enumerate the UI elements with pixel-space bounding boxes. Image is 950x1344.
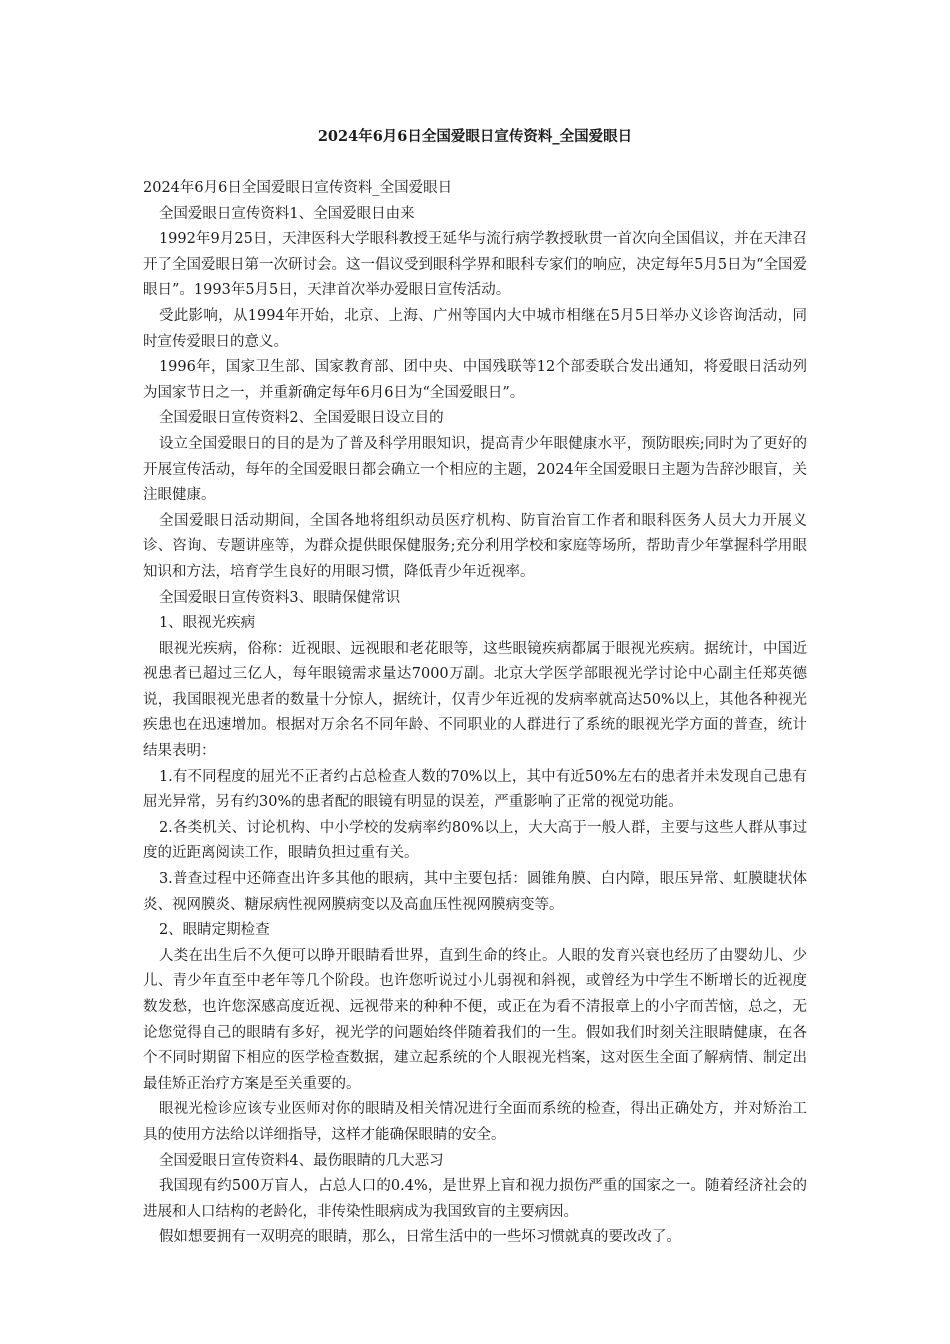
body-paragraph: 受此影响，从1994年开始，北京、上海、广州等国内大中城市相继在5月5日举办义诊咨询活动，同时宣传爱眼日的意义。: [143, 307, 807, 350]
body-paragraph: 假如想要拥有一双明亮的眼睛，那么，日常生活中的一些坏习惯就真的要改改了。: [158, 1229, 681, 1246]
subtitle-paragraph: 2024年6月6日全国爱眼日宣传资料_全国爱眼日: [143, 180, 453, 196]
body-paragraph: 1992年9月25日，天津医科大学眼科教授王延华与流行病学教授耿贯一首次向全国倡议，并在天津召开了全国爱眼日第一次研讨会。这一倡议受到眼科学界和眼科专家们的响应，决定每年5月5日为“全国爱眼日”。1993年5月5日，天津首次举办爱眼日宣传活动。: [143, 231, 807, 299]
document-title: 2024年6月6日全国爱眼日宣传资料_全国爱眼日: [317, 128, 633, 145]
body-paragraph: 眼视光检诊应该专业医师对你的眼睛及相关情况进行全面而系统的检查，得出正确处方，并对矫治工具的使用方法给以详细指导，这样才能确保眼睛的安全。: [143, 1101, 807, 1143]
section-heading-1: 全国爱眼日宣传资料1、全国爱眼日由来: [158, 205, 415, 222]
body-paragraph: 眼视光疾病，俗称：近视眼、远视眼和老花眼等，这些眼镜疾病都属于眼视光疾病。据统计，中国近视患者已超过三亿人，每年眼镜需求量达7000万副。北京大学医学部眼视光学讨论中心副主任郑英德说，我国眼视光患者的数量十分惊人，据统计，仅青少年近视的发病率就高达50%以上，其他各种视光疾患也在迅速增加。根据对万余名不同年龄、不同职业的人群进行了系统的眼视光学方面的普查，统计结果表明：: [143, 640, 807, 760]
body-paragraph: 人类在出生后不久便可以睁开眼睛看世界，直到生命的终止。人眼的发育兴衰也经历了由婴幼儿、少儿、青少年直至中老年等几个阶段。也许您听说过小儿弱视和斜视，或曾经为中学生不断增长的近视度数发愁，也许您深感高度近视、远视带来的种种不便，或正在为看不清报章上的小字而苦恼，总之，无论您觉得自己的眼睛有多好，视光学的问题始终伴随着我们的一生。假如我们时刻关注眼睛健康，在各个不同时期留下相应的医学检查数据，建立起系统的个人眼视光档案，这对医生全面了解病情、制定出最佳矫正治疗方案是至关重要的。: [143, 947, 807, 1092]
body-paragraph: 全国爱眼日活动期间，全国各地将组织动员医疗机构、防盲治盲工作者和眼科医务人员大力开展义诊、咨询、专题讲座等，为群众提供眼保健服务;充分利用学校和家庭等场所，帮助青少年掌握科学用眼知识和方法，培育学生良好的用眼习惯，降低青少年近视率。: [143, 512, 807, 580]
body-paragraph: 设立全国爱眼日的目的是为了普及科学用眼知识，提高青少年眼健康水平，预防眼疾;同时为了更好的开展宣传活动，每年的全国爱眼日都会确立一个相应的主题，2024年全国爱眼日主题为告辞沙眼盲，关注眼健康。: [143, 435, 807, 504]
subsection-heading: 2、眼睛定期检查: [158, 922, 270, 939]
section-heading-3: 全国爱眼日宣传资料3、眼睛保健常识: [158, 589, 401, 606]
body-paragraph: 我国现有约500万盲人，占总人口的0.4%，是世界上盲和视力损伤严重的国家之一。随着经济社会的进展和人口结构的老龄化，非传染性眼病成为我国致盲的主要病因。: [143, 1178, 807, 1220]
section-heading-4: 全国爱眼日宣传资料4、最伤眼睛的几大恶习: [158, 1152, 444, 1169]
section-heading-2: 全国爱眼日宣传资料2、全国爱眼日设立目的: [158, 410, 444, 427]
body-paragraph: 1996年，国家卫生部、国家教育部、团中央、中国残联等12个部委联合发出通知，将爱眼日活动列为国家节日之一，并重新确定每年6月6日为“全国爱眼日”。: [143, 359, 807, 401]
subsection-heading: 1、眼视光疾病: [158, 615, 256, 632]
document-body: [143, 176, 807, 1251]
list-item: 3.普查过程中还筛查出许多其他的眼病，其中主要包括：圆锥角膜、白内障，眼压异常、虹膜睫状体炎、视网膜炎、糖尿病性视网膜病变以及高血压性视网膜病变等。: [143, 871, 807, 913]
list-item: 2.各类机关、讨论机构、中小学校的发病率约80%以上，大大高于一般人群，主要与这些人群从事过度的近距离阅读工作，眼睛负担过重有关。: [143, 819, 807, 862]
list-item: 1.有不同程度的屈光不正者约占总检查人数的70%以上，其中有近50%左右的患者并未发现自己患有屈光异常，另有约30%的患者配的眼镜有明显的误差，严重影响了正常的视觉功能。: [143, 768, 807, 811]
